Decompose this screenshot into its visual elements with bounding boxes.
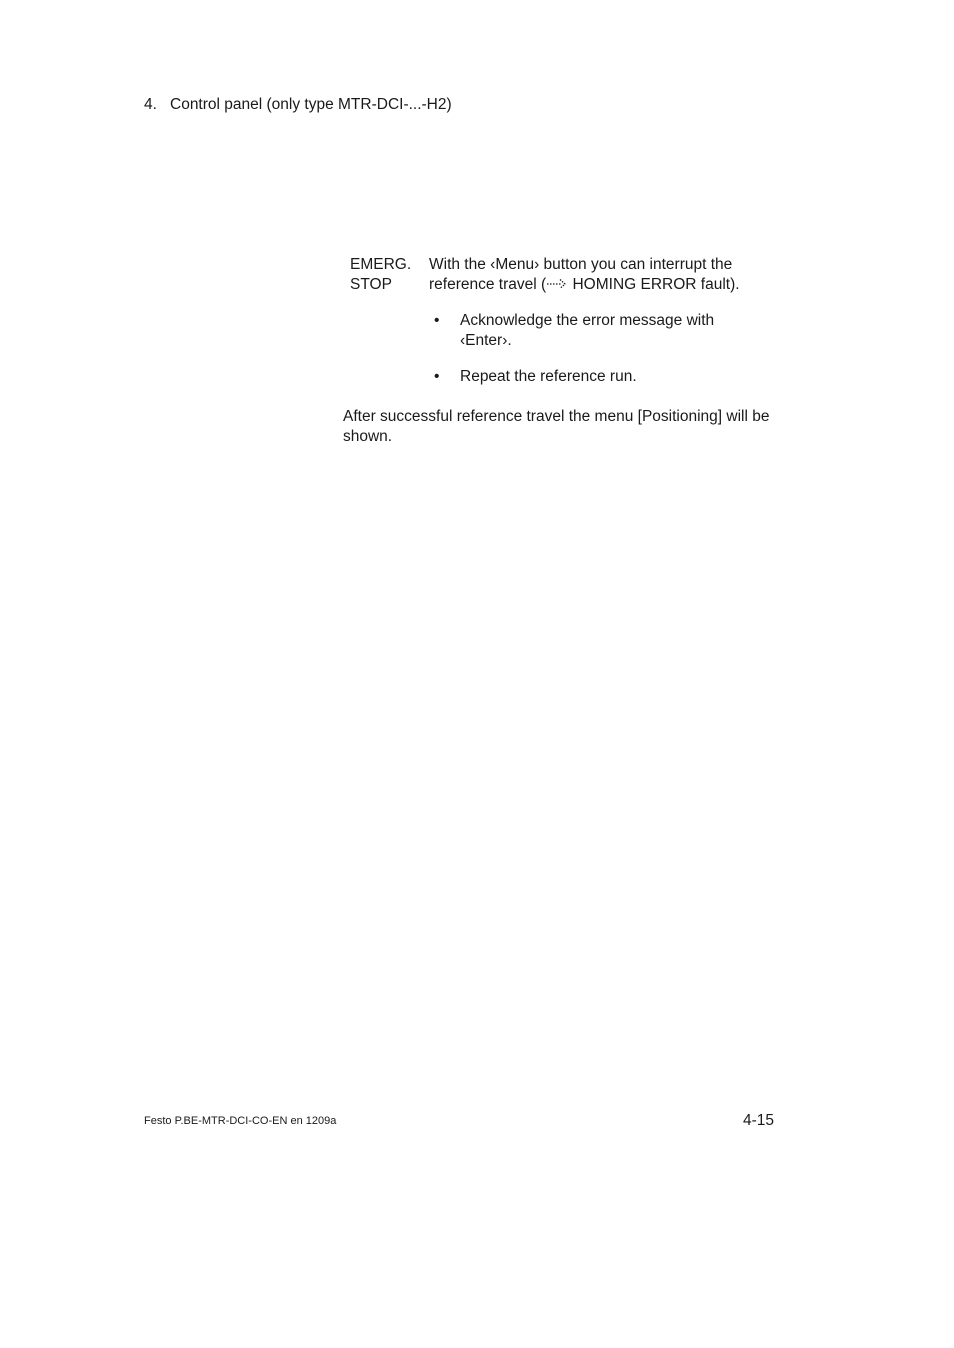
section-heading	[144, 95, 452, 115]
footer-document-id: Festo P.BE-MTR-DCI-CO-EN en 1209a	[144, 1115, 337, 1127]
section-number: 4.	[144, 96, 157, 113]
bullet-icon: •	[434, 368, 440, 385]
note-label-line2: STOP	[350, 276, 392, 293]
note-label-line1: EMERG.	[350, 256, 412, 273]
section-title: Control panel (only type MTR-DCI-...-H2)	[170, 96, 452, 113]
bullet-icon: •	[434, 312, 440, 329]
page-number: 4-15	[742, 1112, 774, 1129]
note-text	[429, 255, 769, 295]
closing-paragraph: After successful reference travel the menu [Positioning] will be shown.	[343, 408, 770, 445]
note-text-end: HOMING ERROR fault).	[568, 276, 740, 293]
dotted-arrow-icon	[546, 276, 568, 288]
note-label	[350, 255, 420, 295]
note-text-start: With the ‹Menu› button you can interrupt the reference travel (	[429, 256, 733, 293]
bullet-text: Repeat the reference run.	[460, 368, 637, 385]
bullet-text: Acknowledge the error message with ‹Enter›.	[460, 312, 715, 349]
